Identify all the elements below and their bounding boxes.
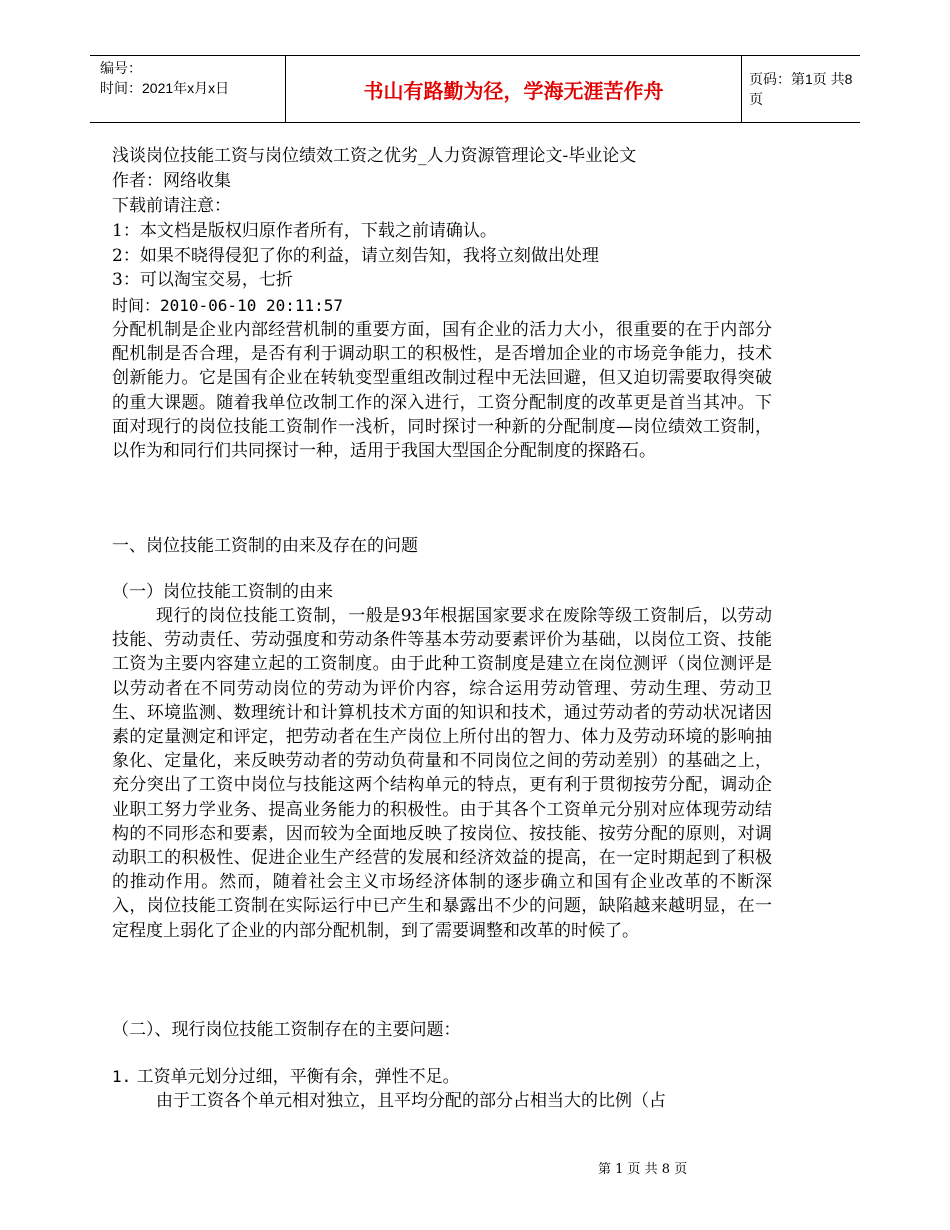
- body-paragraph-1: 现行的岗位技能工资制，一般是93年根据国家要求在废除等级工资制后，以劳动技能、劳动责任、劳动强度和劳动条件等基本劳动要素评价为基础，以岗位工资、技能工资为主要内容建立起的工资制度。由于此种工资制度是建立在岗位测评（岗位测评是以劳动者在不同劳动岗位的劳动为评价内容，综合运用劳动管理、劳动生理、劳动卫生、环境监测、数理统计和计算机技术方面的知识和技术，通过劳动者的劳动状况诸因素的定量测定和评定，把劳动者在生产岗位上所付出的智力、体力及劳动环境的影响抽象化、定量化，来反映劳动者的劳动负荷量和不同岗位之间的劳动差别）的基础之上，充分突出了工资中岗位与技能这两个结构单元的特点，更有利于贯彻按劳分配，调动企业职工努力学业务、提高业务能力的积极性。由于其各个工资单元分别对应体现劳动结构的不同形态和要素，因而较为全面地反映了按岗位、按技能、按劳分配的原则，对调动职工的积极性、促进企业生产经营的发展和经济效益的提高，在一定时期起到了积极的推动作用。然而，随着社会主义市场经济体制的逐步确立和国有企业改革的不断深入，岗位技能工资制在实际运行中已产生和暴露出不少的问题，缺陷越来越明显，在一定程度上弱化了企业的内部分配机制，到了需要调整和改革的时候了。: [112, 606, 772, 941]
- page-footer: 第 1 页 共 8 页: [598, 1162, 688, 1177]
- section-heading-1: 一、岗位技能工资制的由来及存在的问题: [112, 536, 418, 556]
- notice-title: 下载前请注意：: [112, 196, 231, 216]
- notice-1: 1：本文档是版权归原作者所有，下载之前请确认。: [112, 221, 497, 241]
- page-label: 页码：第1页 共8页: [749, 71, 853, 107]
- doc-title: 浅谈岗位技能工资与岗位绩效工资之优劣_人力资源管理论文-毕业论文: [112, 146, 637, 166]
- page-header: [90, 55, 860, 123]
- body-paragraph-2: 由于工资各个单元相对独立，且平均分配的部分占相当大的比例（占: [156, 1091, 666, 1111]
- subsection-heading-2: （二）、现行岗位技能工资制存在的主要问题：: [112, 1020, 461, 1040]
- author: 作者：网络收集: [112, 171, 231, 191]
- header-motto-cell: [285, 56, 742, 122]
- notice-2: 2：如果不晓得侵犯了你的利益，请立刻告知，我将立刻做出处理: [112, 246, 599, 266]
- header-page-cell: [741, 56, 860, 122]
- number-label: 编号：: [100, 60, 142, 76]
- notice-3: 3：可以淘宝交易，七折: [112, 270, 293, 290]
- intro-paragraph: 分配机制是企业内部经营机制的重要方面，国有企业的活力大小，很重要的在于内部分配机制是否合理，是否有利于调动职工的积极性，是否增加企业的市场竞争能力，技术创新能力。它是国有企业在转轨变型重组改制过程中无法回避，但又迫切需要取得突破的重大课题。随着我单位改制工作的深入进行，工资分配制度的改革更是首当其冲。下面对现行的岗位技能工资制作一浅析，同时探讨一种新的分配制度—岗位绩效工资制，以作为和同行们共同探讨一种，适用于我国大型国企分配制度的探路石。: [112, 320, 772, 462]
- motto: 书山有路勤为径，学海无涯苦作舟: [363, 78, 664, 103]
- time-label: 时间：2021年x月x日: [100, 80, 230, 96]
- subsection-heading-1: （一）岗位技能工资制的由来: [112, 582, 333, 602]
- header-meta: [90, 56, 285, 122]
- list-item-1: [112, 1065, 460, 1089]
- list-item-text: 工资单元划分过细，平衡有余，弹性不足。: [136, 1067, 460, 1087]
- publish-time: 时间：2010-06-10 20:11:57: [112, 296, 344, 315]
- list-item-number: 1.: [112, 1067, 132, 1086]
